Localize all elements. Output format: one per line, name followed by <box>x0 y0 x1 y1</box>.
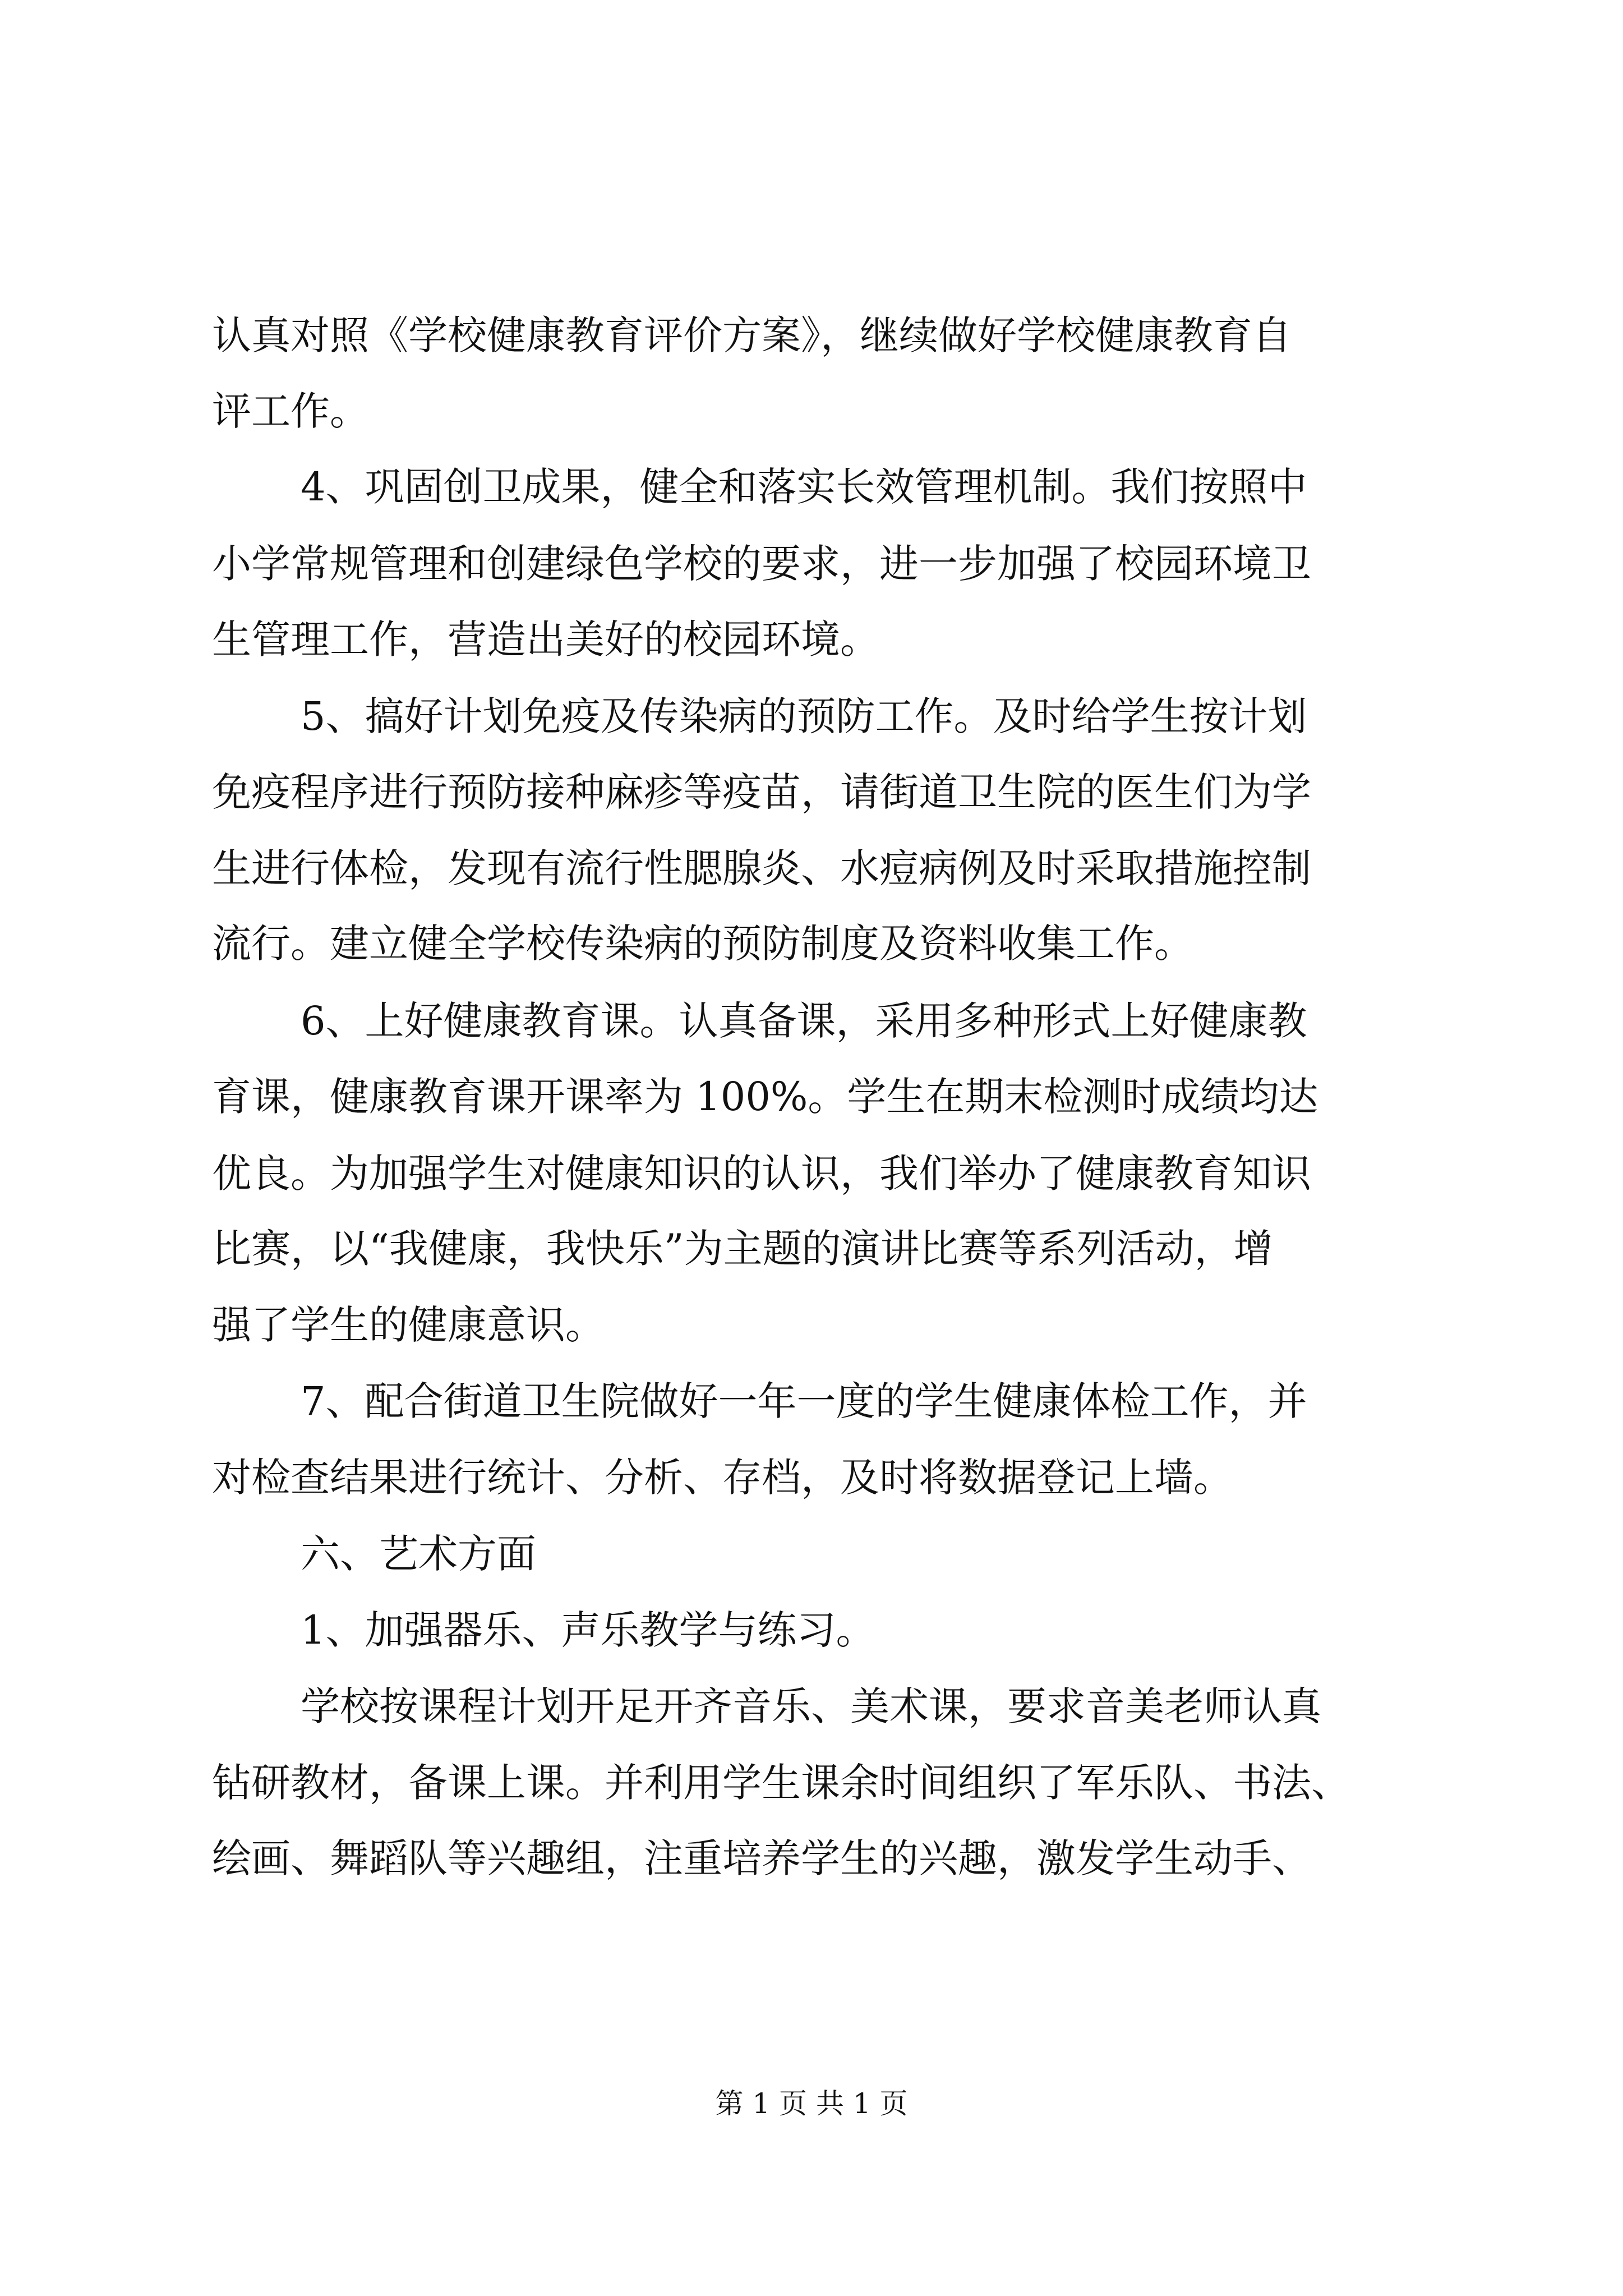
paragraph-6-line-2: 育课，健康教育课开课率为 100%。学生在期末检测时成绩均达 <box>212 1074 1318 1120</box>
paragraph-6-line-1: 6、上好健康教育课。认真备课，采用多种形式上好健康教 <box>301 998 1307 1044</box>
paragraph-7-line-1: 7、配合街道卫生院做好一年一度的学生健康体检工作，并 <box>301 1378 1307 1424</box>
paragraph-5-line-4: 流行。建立健全学校传染病的预防制度及资料收集工作。 <box>212 921 1193 967</box>
paragraph-4-line-1: 4、巩固创卫成果，健全和落实长效管理机制。我们按照中 <box>301 464 1307 510</box>
paragraph-4-line-2: 小学常规管理和创建绿色学校的要求，进一步加强了校园环境卫 <box>212 541 1311 587</box>
paragraph-5-line-3: 生进行体检，发现有流行性腮腺炎、水痘病例及时采取措施控制 <box>212 845 1311 891</box>
section-heading-art: 六、艺术方面 <box>301 1531 536 1577</box>
paragraph-5-line-2: 免疫程序进行预防接种麻疹等疫苗，请街道卫生院的医生们为学 <box>212 769 1311 815</box>
paragraph-6-line-5: 强了学生的健康意识。 <box>212 1302 605 1348</box>
art-paragraph-line-1: 学校按课程计划开足开齐音乐、美术课，要求音美老师认真 <box>301 1683 1321 1729</box>
paragraph-5-line-1: 5、搞好计划免疫及传染病的预防工作。及时给学生按计划 <box>301 693 1307 739</box>
page-footer: 第 1 页 共 1 页 <box>715 2087 908 2120</box>
text-line-1: 认真对照《学校健康教育评价方案》，继续做好学校健康教育自 <box>212 312 1292 358</box>
art-item-1-heading: 1、加强器乐、声乐教学与练习。 <box>301 1607 875 1653</box>
art-paragraph-line-2: 钻研教材，备课上课。并利用学生课余时间组织了军乐队、书法、 <box>212 1760 1350 1806</box>
art-paragraph-line-3: 绘画、舞蹈队等兴趣组，注重培养学生的兴趣，激发学生动手、 <box>212 1835 1311 1881</box>
paragraph-4-line-3: 生管理工作，营造出美好的校园环境。 <box>212 616 879 662</box>
paragraph-7-line-2: 对检查结果进行统计、分析、存档，及时将数据登记上墙。 <box>212 1455 1233 1501</box>
paragraph-6-line-3: 优良。为加强学生对健康知识的认识，我们举办了健康教育知识 <box>212 1151 1311 1197</box>
paragraph-6-line-4: 比赛，以“我健康，我快乐”为主题的演讲比赛等系列活动，增 <box>212 1226 1273 1272</box>
text-line-2: 评工作。 <box>212 388 369 434</box>
